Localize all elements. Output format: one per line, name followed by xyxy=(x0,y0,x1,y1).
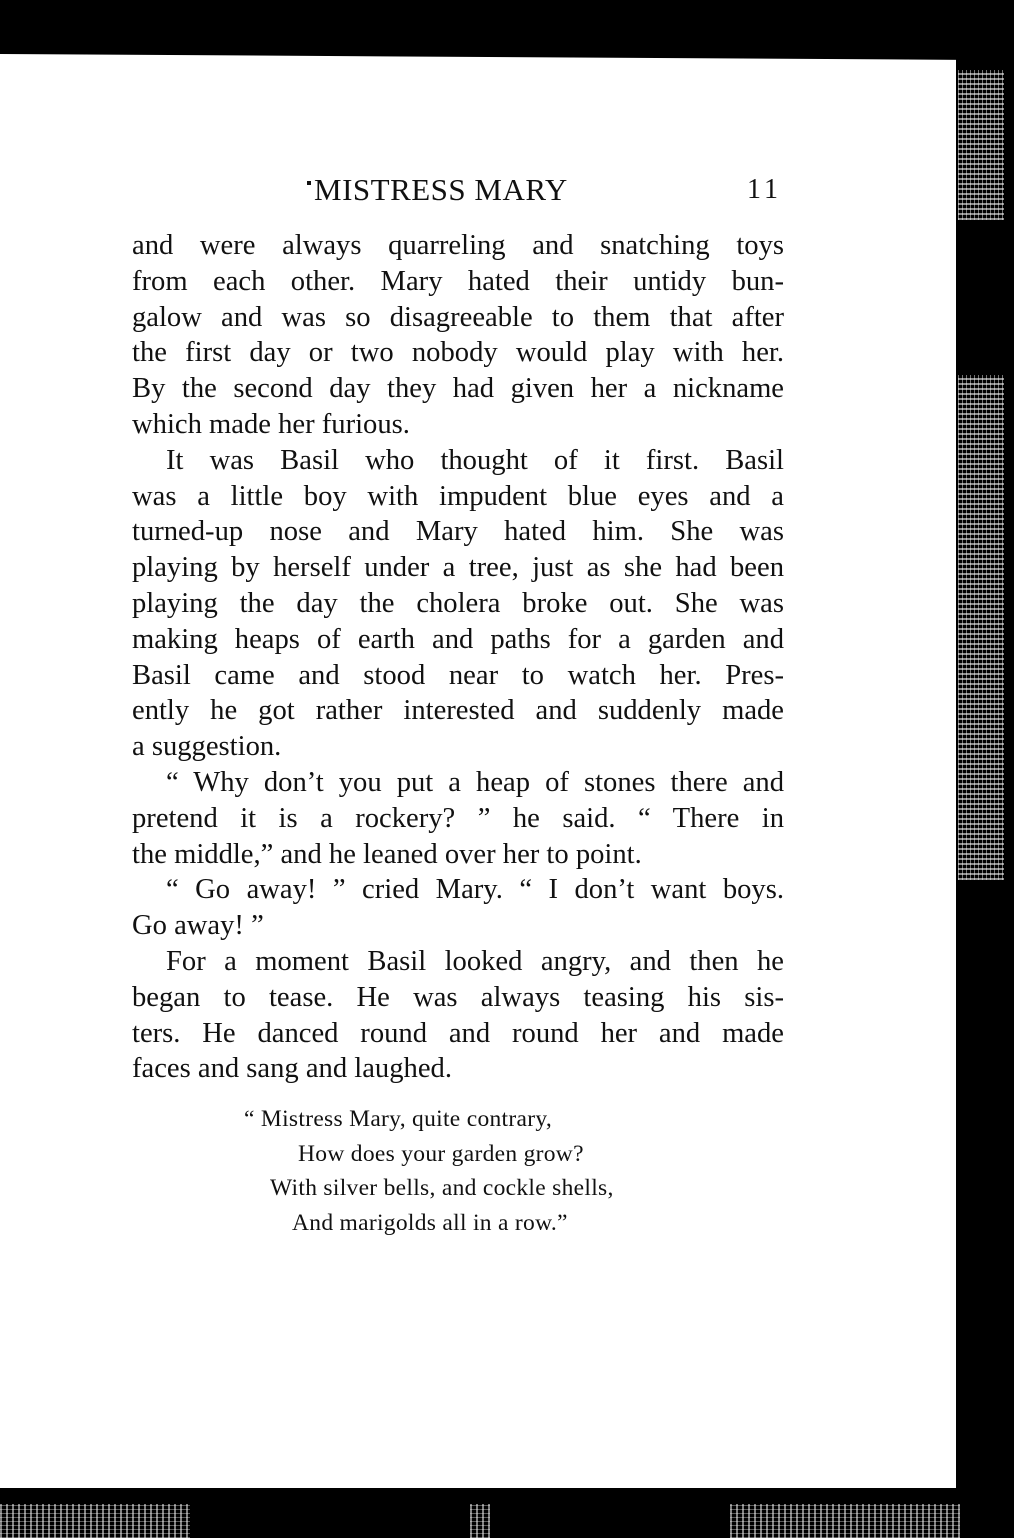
text-line: faces and sang and laughed. xyxy=(132,1053,452,1085)
text-line: the middle,” and he leaned over her to point. xyxy=(132,838,642,870)
running-head xyxy=(132,172,784,212)
text-line: making heaps of earth and paths for a garden and xyxy=(132,623,784,655)
text-line: began to tease. He was always teasing his sis- xyxy=(132,981,784,1013)
text-line: which made her furious. xyxy=(132,408,410,440)
text-line: and were always quarreling and snatching toys xyxy=(132,230,784,261)
verse-line: With silver bells, and cockle shells, xyxy=(270,1175,614,1201)
text-line: ters. He danced round and round her and made xyxy=(132,1017,784,1049)
text-line: a suggestion. xyxy=(132,731,282,763)
text-line: It was Basil who thought of it first. Basil xyxy=(166,444,784,476)
text-line: For a moment Basil looked angry, and then he xyxy=(166,945,784,977)
text-line: pretend it is a rockery? ” he said. “ There in xyxy=(132,802,784,834)
text-line: from each other. Mary hated their untidy bun- xyxy=(132,265,784,297)
verse-block xyxy=(244,1102,614,1240)
body-text xyxy=(132,228,784,1087)
text-line: the first day or two nobody would play with her. xyxy=(132,337,784,369)
text-line: “ Go away! ” cried Mary. “ I don’t want boys. xyxy=(166,874,784,906)
verse-line: And marigolds all in a row.” xyxy=(292,1209,568,1236)
chapter-title: MISTRESS MARY xyxy=(314,172,568,207)
text-line: galow and was so disagreeable to them that after xyxy=(132,301,784,333)
text-line: “ Why don’t you put a heap of stones there and xyxy=(166,766,784,798)
page-number: 11 xyxy=(747,174,782,205)
verse-line: How does your garden grow? xyxy=(298,1140,584,1167)
text-line: turned-up nose and Mary hated him. She was xyxy=(132,516,784,548)
text-line: Basil came and stood near to watch her. Pres- xyxy=(132,659,784,691)
text-line: ently he got rather interested and suddenly made xyxy=(132,695,784,727)
text-line: Go away! ” xyxy=(132,910,264,942)
text-line: By the second day they had given her a nickname xyxy=(132,373,784,405)
text-line: was a little boy with impudent blue eyes and a xyxy=(132,480,784,512)
text-line: playing the day the cholera broke out. She was xyxy=(132,587,784,619)
text-line: playing by herself under a tree, just as she had been xyxy=(132,552,784,584)
verse-line: “ Mistress Mary, quite contrary, xyxy=(244,1106,553,1132)
